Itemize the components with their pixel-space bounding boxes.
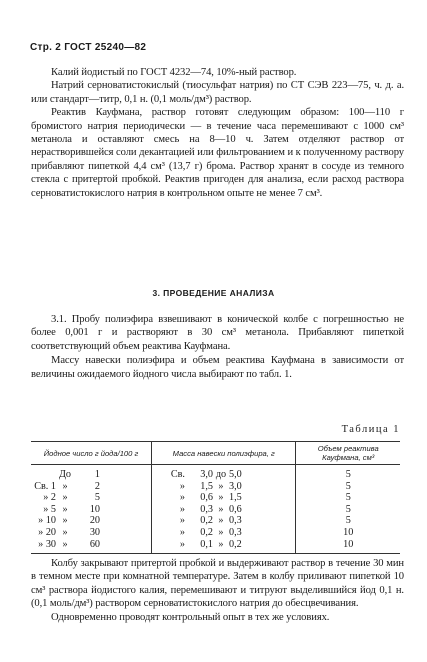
mass-to-word: » [218, 492, 224, 504]
iodine-range [34, 469, 148, 481]
paragraph: Одновременно проводят контрольный опыт в тех же условиях. [51, 611, 330, 623]
iodine-from: Св. 1 [34, 480, 56, 492]
iodine-to-word: До [58, 469, 72, 480]
mass-to-word: » [218, 515, 224, 527]
mass-range [155, 515, 293, 527]
analysis-text [31, 313, 404, 381]
iodine-to-word: » [62, 515, 68, 527]
cell-mass [151, 465, 296, 554]
mass-to: 0,3 [228, 515, 242, 527]
mass-range [155, 492, 293, 504]
mass-to: 0,3 [228, 526, 242, 538]
iodine-range [34, 527, 148, 539]
mass-to: 0,6 [228, 503, 242, 515]
mass-range [155, 504, 293, 516]
mass-from: 0,2 [200, 515, 213, 527]
volume-value: 5 [345, 469, 351, 480]
iodine-to: 5 [94, 492, 100, 504]
mass-range [155, 539, 293, 551]
volume-value: 5 [345, 492, 351, 504]
cell-iodine [31, 465, 151, 554]
mass-range [155, 469, 293, 481]
mass-prefix: » [179, 492, 185, 504]
mass-range [155, 481, 293, 493]
column-header-volume: Объем реактива Кауфмана, см³ [296, 442, 400, 465]
mass-from: 0,1 [200, 538, 213, 550]
mass-to-word: » [218, 538, 224, 550]
mass-from: 1,5 [200, 480, 213, 492]
iodine-to-word: » [62, 480, 68, 492]
paragraph: 3.1. Пробу полиэфира взвешивают в конической колбе с погрешностью не более 0,001 г и растворяют в 30 см³ метанола. Прибавляют пипеткой соответствующий объем реактива Кауфмана. [31, 314, 404, 352]
reagents-text [31, 66, 404, 200]
paragraph: Реактив Кауфмана, раствор готовят следующим образом: 100—110 г бромистого натрия периодически — в течение часа перемешивают с 1000 см³ метанола и оставляют смесь на 8—10 ч. Затем отделяют раствор от нерастворившейся соли декантацией или фильтрованием и к полученному раствору прибавляют пипеткой 4,4 см³ (13,7 г) брома. Раствор хранят в сосуде из темного стекла с притертой пробкой. Реактив пригоден для анализа, если расход раствора серноватистокислого натрия в контрольном опыте не менее 7 см³. [31, 107, 404, 199]
mass-to-word: » [218, 526, 224, 538]
mass-prefix: Св. [170, 469, 185, 480]
column-header-mass: Масса навески полиэфира, г [151, 442, 296, 465]
paragraph: Массу навески полиэфира и объем реактива Кауфмана в зависимости от величины ожидаемого йодного числа выбирают по табл. 1. [31, 355, 404, 380]
section-title: 3. ПРОВЕДЕНИЕ АНАЛИЗА [152, 288, 275, 298]
iodine-to-word: » [62, 492, 68, 504]
iodine-from [34, 469, 56, 481]
mass-prefix: » [179, 538, 185, 550]
iodine-to: 1 [94, 469, 100, 480]
iodine-to-word: » [62, 526, 68, 538]
mass-range [155, 527, 293, 539]
mass-from: 3,0 [200, 469, 213, 480]
mass-prefix: » [179, 503, 185, 515]
iodine-to: 30 [89, 526, 100, 538]
iodine-to: 20 [89, 515, 100, 527]
mass-from: 0,2 [200, 526, 213, 538]
iodine-range [34, 504, 148, 516]
paragraph: Калий йодистый по ГОСТ 4232—74, 10%-ный раствор. [51, 67, 297, 78]
iodine-range [34, 481, 148, 493]
iodine-to-word: » [62, 503, 68, 515]
volume-value: 5 [345, 515, 351, 527]
volume-value: 10 [343, 526, 354, 538]
iodine-to-word: » [62, 538, 68, 550]
iodine-from: » 10 [38, 515, 56, 527]
table-row [31, 465, 400, 554]
paragraph: Натрий серноватистокислый (тиосульфат натрия) по СТ СЭВ 223—75, ч. д. а. или стандарт—титр, 0,1 н. (0,1 моль/дм³) раствор. [31, 80, 404, 105]
iodine-to: 10 [89, 503, 100, 515]
table-1 [31, 441, 400, 554]
mass-to: 3,0 [228, 480, 242, 492]
cell-volume [296, 465, 400, 554]
mass-prefix: » [179, 526, 185, 538]
mass-to-word: » [218, 503, 224, 515]
volume-value: 5 [345, 480, 351, 492]
iodine-from: » 2 [43, 492, 56, 504]
iodine-from: » 5 [43, 503, 56, 515]
iodine-range [34, 515, 148, 527]
iodine-range [34, 539, 148, 551]
mass-from: 0,3 [200, 503, 213, 515]
mass-prefix: » [179, 480, 185, 492]
volume-value: 10 [343, 538, 354, 550]
iodine-from: » 20 [38, 526, 56, 538]
mass-to: 1,5 [228, 492, 242, 504]
mass-to-word: до [215, 469, 227, 480]
mass-from: 0,6 [200, 492, 213, 504]
iodine-to: 2 [94, 480, 100, 492]
iodine-range [34, 492, 148, 504]
iodine-to: 60 [89, 538, 100, 550]
mass-to: 5,0 [228, 469, 242, 480]
table-caption: Таблица 1 [341, 424, 400, 435]
mass-to-word: » [218, 480, 224, 492]
procedure-text [31, 557, 404, 624]
column-header-iodine: Йодное число г йода/100 г [31, 442, 151, 465]
paragraph: Колбу закрывают притертой пробкой и выдерживают раствор в течение 30 мин в темном месте при комнатной температуре. Затем в колбу приливают пипеткой 10 см³ раствора йодистого калия, перемешивают и титруют выделившийся йод 0,1 н. (0,1 моль/дм³) раствором серноватистокислого натрия до обесцвечивания. [31, 558, 404, 610]
table-body [31, 465, 400, 554]
mass-prefix: » [179, 515, 185, 527]
volume-value: 5 [345, 503, 351, 515]
page-header: Стр. 2 ГОСТ 25240—82 [30, 42, 147, 53]
mass-to: 0,2 [228, 538, 242, 550]
iodine-from: » 30 [38, 538, 56, 550]
